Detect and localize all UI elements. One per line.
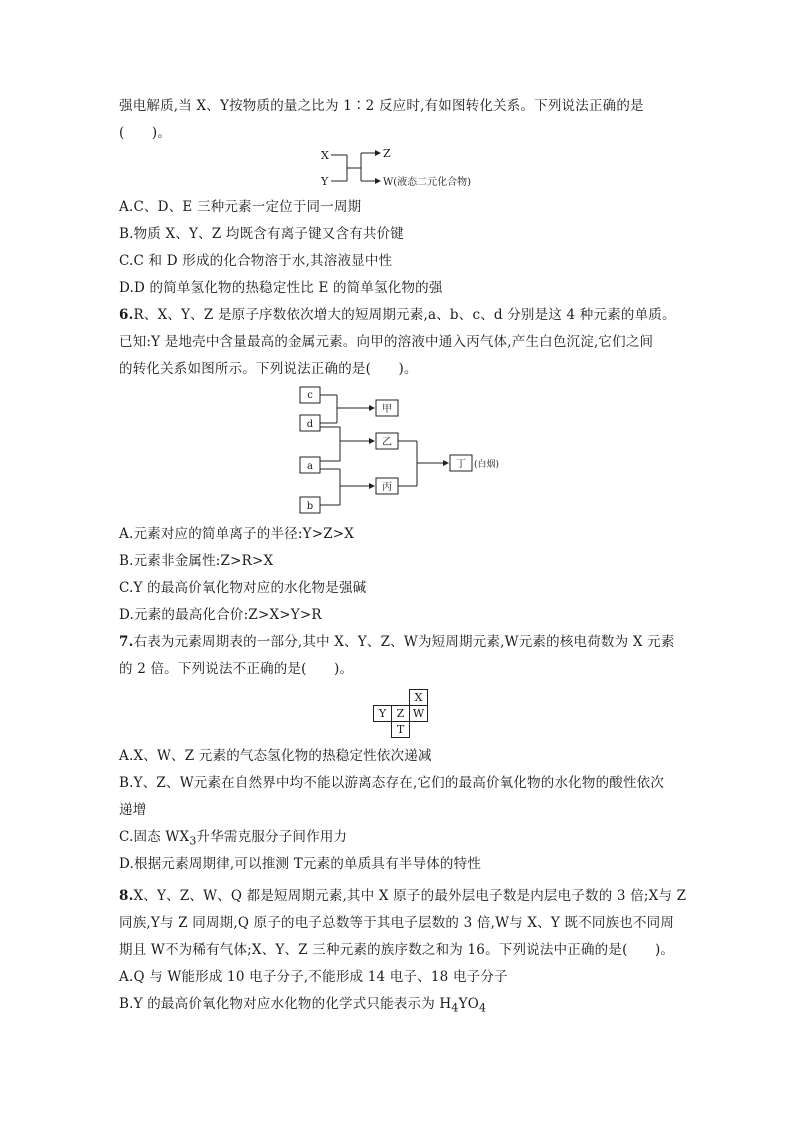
- diagram2-yi: 乙: [382, 437, 392, 448]
- q7-option-b: B.Y、Z、W元素在自然界中均不能以游离态存在,它们的最高价氧化物的水化物的酸性依次: [119, 775, 665, 791]
- q5-option-c: C.C 和 D 形成的化合物溶于水,其溶液显中性: [119, 253, 393, 269]
- reaction-diagram-1: [315, 143, 515, 191]
- diagram1-z-label: Z: [383, 147, 391, 160]
- q6-option-a: A.元素对应的简单离子的半径:Y>Z>X: [119, 526, 355, 542]
- q6-text-1: R、X、Y、Z 是原子序数依次增大的短周期元素,a、b、c、d 分别是这 4 种元素的单质。: [133, 307, 676, 323]
- table-cell: [374, 690, 392, 706]
- q7-option-c: [119, 827, 347, 852]
- q8-option-b-text: B.Y 的最高价氧化物对应水化物的化学式只能表示为 H: [119, 996, 452, 1012]
- table-row: [374, 722, 428, 738]
- table-row: [374, 690, 428, 706]
- q8-text-1: X、Y、Z、W、Q 都是短周期元素,其中 X 原子的最外层电子数是内层电子数的 3 倍;X与 Z: [133, 888, 687, 904]
- periodic-table-fragment: [373, 689, 428, 738]
- table-row: [374, 706, 428, 722]
- q8-option-b-formula: YO: [458, 996, 479, 1012]
- q6-text-line-1: [119, 305, 676, 325]
- q5-text-line-2: ( )。: [119, 125, 172, 141]
- subscript: 4: [451, 1001, 459, 1015]
- q8-option-a: A.Q 与 W能形成 10 电子分子,不能形成 14 电子、18 电子分子: [119, 969, 508, 985]
- diagram2-jia: 甲: [382, 404, 392, 415]
- q7-text-line-1: [119, 632, 675, 652]
- q6-option-c: C.Y 的最高价氧化物对应的水化物是强碱: [119, 580, 367, 596]
- diagram2-a: a: [307, 461, 313, 472]
- table-cell: Z: [392, 706, 410, 722]
- table-cell: [392, 690, 410, 706]
- q6-text-line-3: 的转化关系如图所示。下列说法正确的是( )。: [119, 361, 418, 377]
- table-cell: W: [410, 706, 428, 722]
- q7-text-1: 右表为元素周期表的一部分,其中 X、Y、Z、W为短周期元素,W元素的核电荷数为 X 元素: [133, 634, 675, 650]
- table-cell: X: [410, 690, 428, 706]
- table-cell: Y: [374, 706, 392, 722]
- q7-option-b-cont: 递增: [119, 802, 147, 818]
- q6-option-b: B.元素非金属性:Z>R>X: [119, 553, 274, 569]
- q5-option-a: A.C、D、E 三种元素一定位于同一周期: [119, 199, 362, 215]
- diagram2-ding-note: (白烟): [474, 460, 500, 470]
- q8-number: 8.: [119, 888, 134, 904]
- table-cell: [410, 722, 428, 738]
- q8-option-b: [119, 994, 486, 1019]
- q7-number: 7.: [119, 634, 134, 650]
- q5-text-line-1: 强电解质,当 X、Y按物质的量之比为 1∶2 反应时,有如图转化关系。下列说法正确的是: [119, 98, 644, 114]
- q8-text-line-1: [119, 886, 686, 906]
- q5-option-d: D.D 的简单氢化物的热稳定性比 E 的简单氢化物的强: [119, 280, 443, 296]
- q6-number: 6.: [119, 307, 134, 323]
- table-cell: [374, 722, 392, 738]
- q5-option-b: B.物质 X、Y、Z 均既含有离子键又含有共价键: [119, 226, 404, 242]
- diagram2-ding: 丁: [456, 459, 466, 470]
- diagram2-bing: 丙: [382, 482, 392, 493]
- diagram1-x-label: X: [321, 149, 329, 162]
- diagram2-b: b: [306, 501, 314, 512]
- table-cell: T: [392, 722, 410, 738]
- q7-option-c-rest: 升华需克服分子间作用力: [196, 829, 348, 845]
- diagram1-y-label: Y: [321, 175, 329, 188]
- q7-text-line-2: 的 2 倍。下列说法不正确的是( )。: [119, 661, 354, 677]
- subscript: 4: [478, 1001, 487, 1015]
- q6-option-d: D.元素的最高化合价:Z>X>Y>R: [119, 607, 322, 623]
- q7-option-c-text: C.固态 WX: [119, 829, 190, 845]
- diagram2-d: d: [306, 419, 314, 430]
- q7-option-d: D.根据元素周期律,可以推测 T元素的单质具有半导体的特性: [119, 856, 482, 872]
- diagram2-c: c: [307, 390, 313, 401]
- reaction-diagram-2: [295, 383, 525, 518]
- diagram1-w-label: W(液态二元化合物): [383, 177, 472, 188]
- subscript: 3: [189, 834, 197, 848]
- q8-text-line-3: 期且 W不为稀有气体;X、Y、Z 三种元素的族序数之和为 16。下列说法中正确的是( )。: [119, 942, 675, 958]
- q6-text-line-2: 已知:Y 是地壳中含量最高的金属元素。向甲的溶液中通入丙气体,产生白色沉淀,它们之间: [119, 334, 654, 350]
- q8-text-line-2: 同族,Y与 Z 同周期,Q 原子的电子总数等于其电子层数的 3 倍,W与 X、Y 既不同族也不同周: [119, 915, 675, 931]
- q7-option-a: A.X、W、Z 元素的气态氢化物的热稳定性依次递减: [119, 748, 432, 764]
